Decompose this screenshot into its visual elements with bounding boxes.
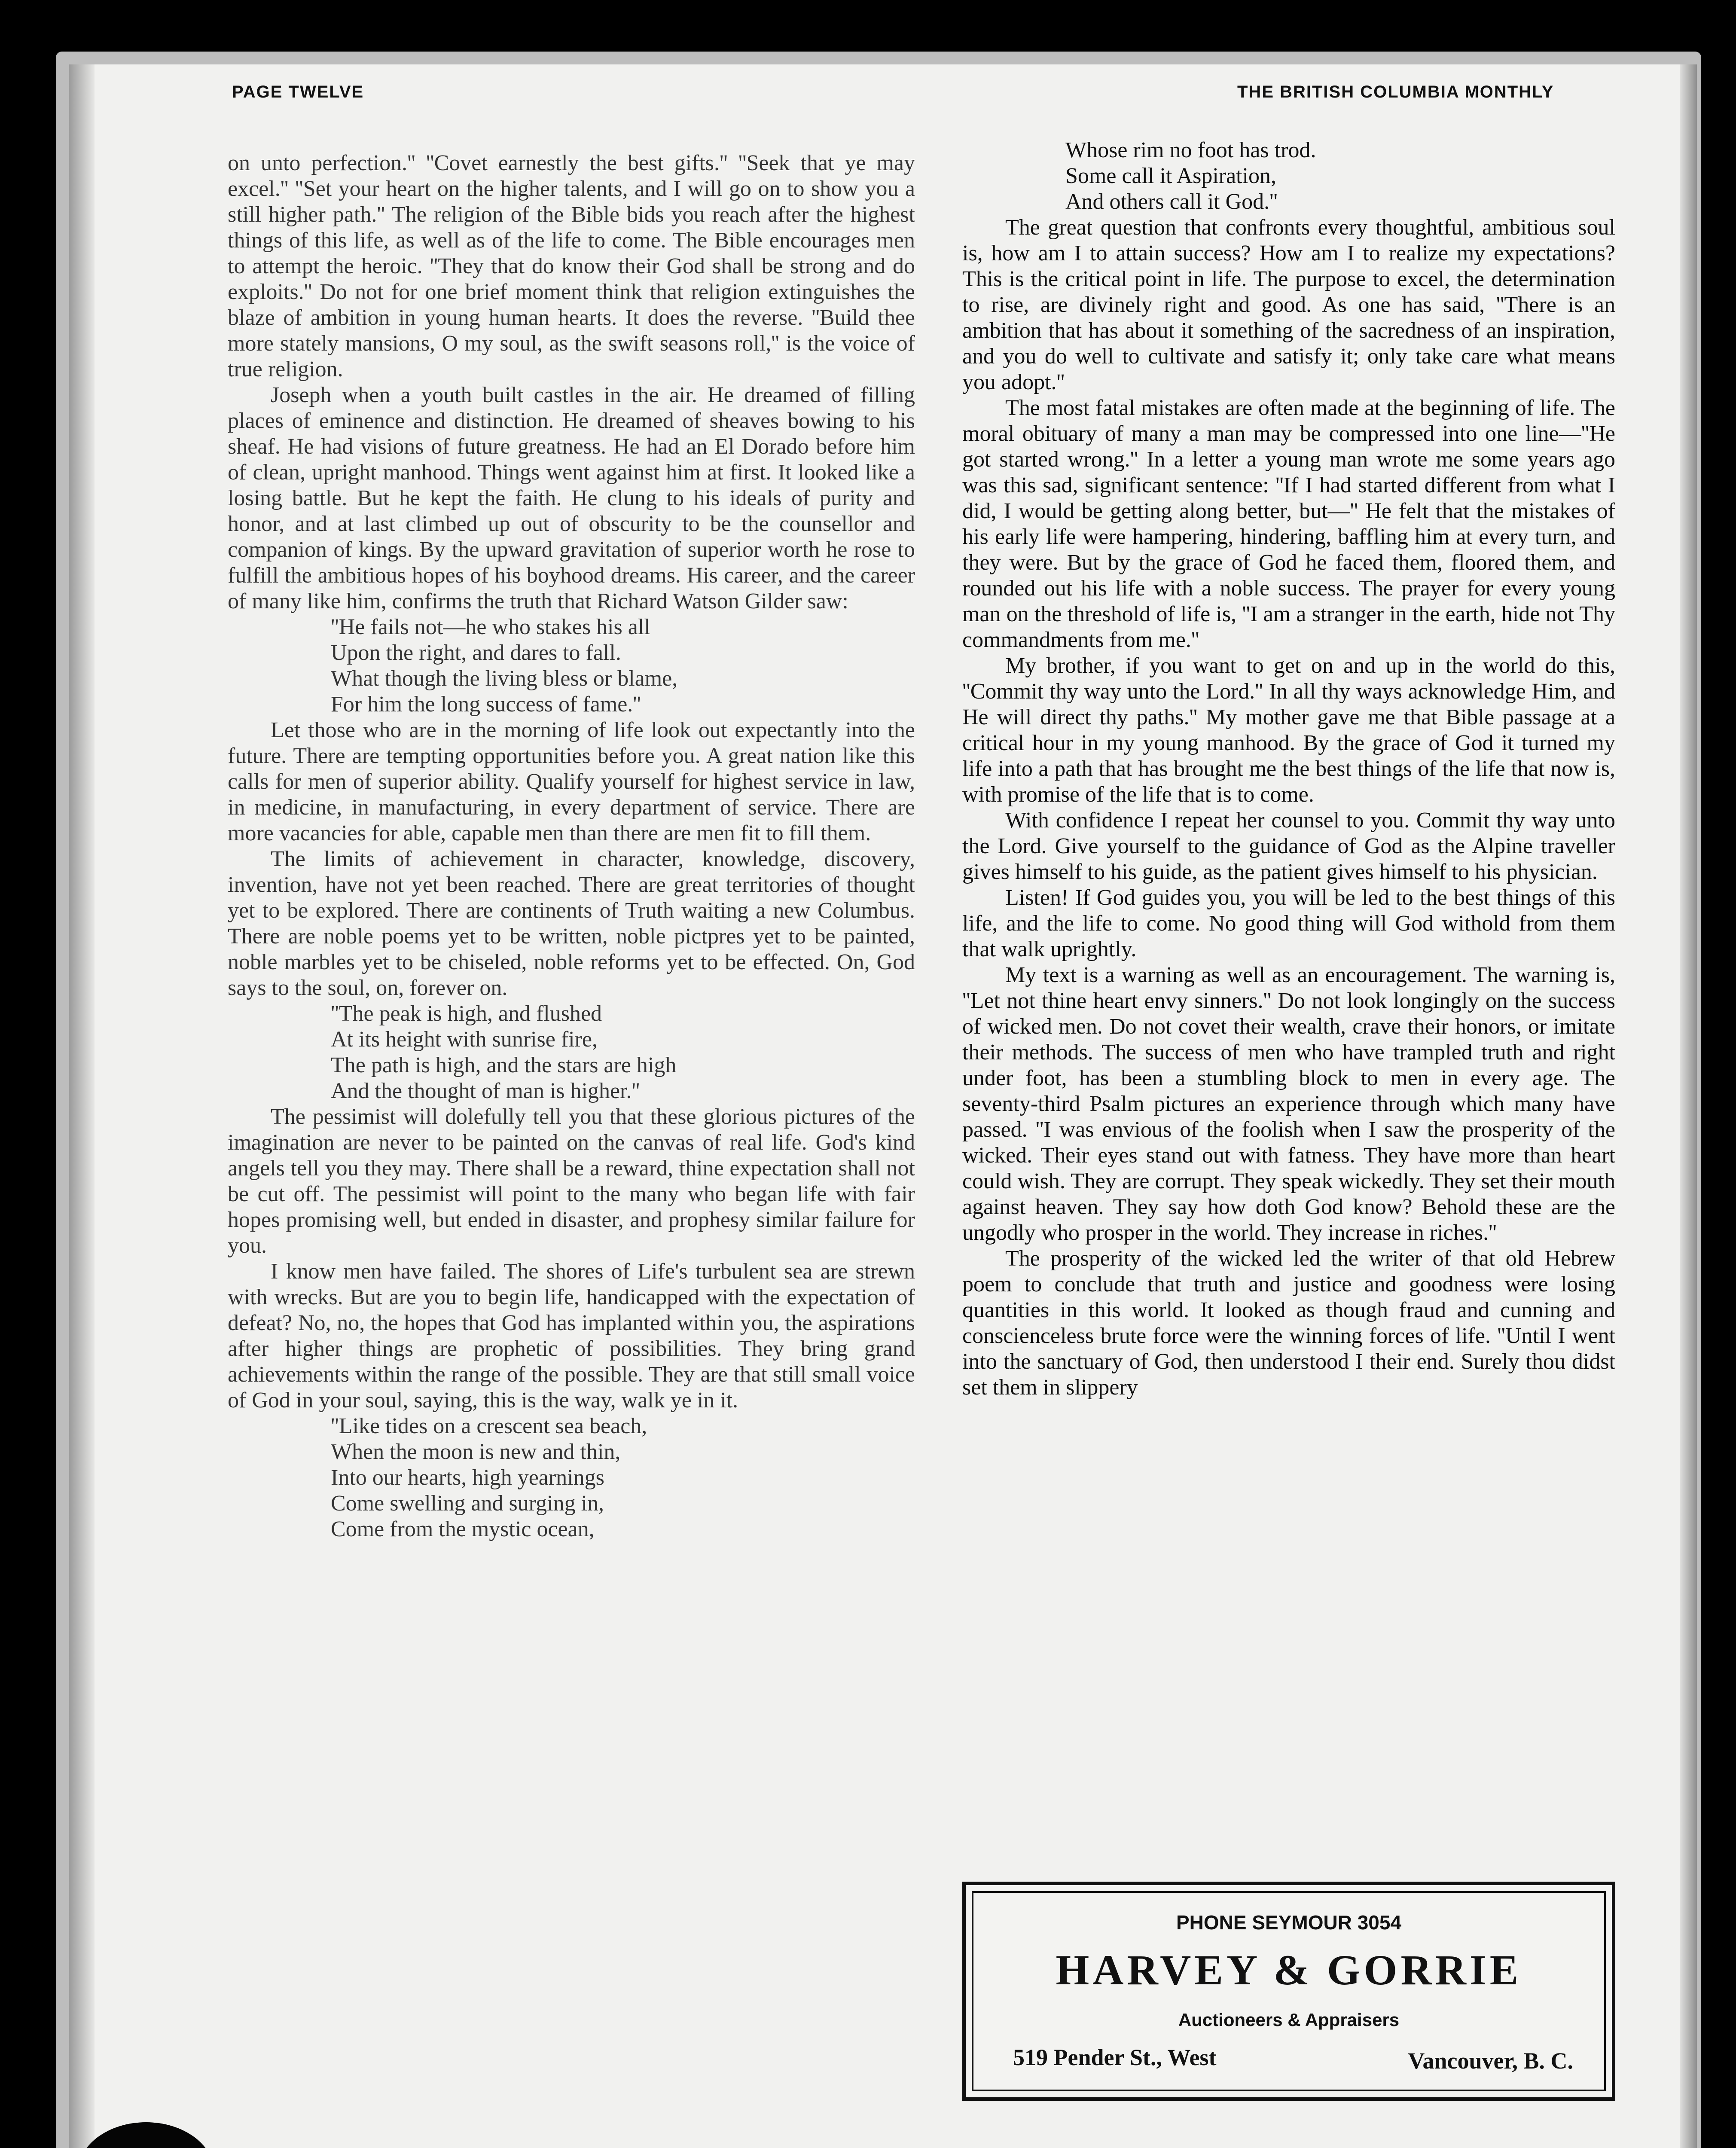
paragraph: With confidence I repeat her counsel to you. Commit thy way unto the Lord. Give yourself to the guidance of God as the Alpine traveller gives himself to his guide, as the patient gives himself to his physician. bbox=[962, 808, 1615, 884]
ad-company-name: HARVEY & GORRIE bbox=[1056, 1946, 1522, 1994]
paragraph: The great question that confronts every thoughtful, ambitious soul is, how am I to attain success? How am I to realize my expectations? This is the critical point in life. The purpose to excel, the determination to rise, are divinely right and good. As one has said, ''There is an ambition that has about it something of the sacredness of an inspiration, and you do well to cultivate and satisfy it; only take care what means you adopt.'' bbox=[962, 215, 1615, 394]
poem-line: Come from the mystic ocean, bbox=[331, 1517, 595, 1541]
paragraph: Joseph when a youth built castles in the air. He dreamed of filling places of eminence and distinction. He dreamed of sheaves bowing to his sheaf. He had visions of future greatness. He had an El Dorado before him of clean, upright manhood. Things went against him at first. It looked like a losing battle. But he kept the faith. He clung to his ideals of purity and honor, and at last climbed up out of obscurity to be the counsellor and companion of kings. By the upward gravitation of superior worth he rose to fulfill the ambitious hopes of his boyhood dreams. His career, and the career of many like him, confirms the truth that Richard Watson Gilder saw: bbox=[228, 383, 915, 613]
poem-line: What though the living bless or blame, bbox=[331, 666, 678, 691]
paragraph: I know men have failed. The shores of Life's turbulent sea are strewn with wrecks. But are you to begin life, handicapped with the expectation of defeat? No, no, the hopes that God has implanted within you, the aspirations after higher things are prophetic of possibilities. They bring grand achievements within the range of the possible. They are that still small voice of God in your soul, saying, this is the way, walk ye in it. bbox=[228, 1259, 915, 1413]
poem-line: For him the long success of fame.'' bbox=[331, 692, 641, 717]
poem-stanza bbox=[331, 614, 915, 717]
poem-stanza bbox=[1065, 137, 1615, 215]
poem-line: Some call it Aspiration, bbox=[1065, 164, 1277, 188]
running-head-title: THE BRITISH COLUMBIA MONTHLY bbox=[1237, 82, 1554, 101]
ad-address: 519 Pender St., West bbox=[1013, 2044, 1217, 2070]
poem-stanza bbox=[331, 1413, 915, 1542]
page-binding-shadow bbox=[69, 64, 95, 2148]
poem-line: Come swelling and surging in, bbox=[331, 1491, 604, 1516]
poem-line: At its height with sunrise fire, bbox=[331, 1027, 598, 1052]
paragraph: The most fatal mistakes are often made at the beginning of life. The moral obituary of many a man may be compressed into one line—''He got started wrong.'' In a letter a young man wrote me some years ago was this sad, significant sentence: ''If I had started different from what I did, I would be getting along better, but—'' He felt that the mistakes of his early life were hampering, hindering, baffling him at every turn, and they were. But by the grace of God he faced them, floored them, and rounded out his life with a noble success. The prayer for every young man on the threshold of life is, ''I am a stranger in the earth, hide not Thy commandments from me.'' bbox=[962, 396, 1615, 652]
paragraph: My text is a warning as well as an encouragement. The warning is, ''Let not thine heart envy sinners.'' Do not look longingly on the success of wicked men. Do not covet their wealth, crave their honors, or imitate their methods. The success of men who have trampled truth and right under foot, has been a stumbling block to men in every age. The seventy-third Psalm pictures an experience through which many have passed. ''I was envious of the foolish when I saw the prosperity of the wicked. Their eyes stand out with fatness. They have more than heart could wish. They are corrupt. They speak wickedly. They set their mouth against heaven. They say how doth God know? Behold these are the ungodly who prosper in the world. They increase in riches.'' bbox=[962, 963, 1615, 1245]
poem-line: And the thought of man is higher.'' bbox=[331, 1079, 640, 1103]
paragraph: Let those who are in the morning of life look out expectantly into the future. There are tempting opportunities before you. A great nation like this calls for men of superior ability. Qualify yourself for highest service in law, in medicine, in manufacturing, in every department of service. There are more vacancies for able, capable men than there are men fit to fill them. bbox=[228, 718, 915, 845]
advertisement-box bbox=[962, 1882, 1615, 2101]
poem-line: Upon the right, and dares to fall. bbox=[331, 641, 621, 665]
running-head-page-number: PAGE TWELVE bbox=[232, 82, 364, 101]
page-edge-shadow bbox=[1680, 64, 1697, 2148]
poem-stanza bbox=[331, 1001, 915, 1104]
ad-city: Vancouver, B. C. bbox=[1408, 2048, 1573, 2074]
paragraph: on unto perfection.'' ''Covet earnestly the best gifts.'' ''Seek that ye may excel.'' ''Set your heart on the higher talents, and I will go on to show you a still higher path.'' The religion of the Bible bids you reach after the highest things of this life, as well as of the life to come. The Bible encourages men to attempt the heroic. ''They that do know their God shall be strong and do exploits.'' Do not for one brief moment think that religion extinguishes the blaze of ambition in young human hearts. It does the reverse. ''Build thee more stately mansions, O my soul, as the swift seasons roll,'' is the voice of true religion. bbox=[228, 151, 915, 381]
left-text-column bbox=[228, 150, 915, 1542]
poem-line: When the moon is new and thin, bbox=[331, 1440, 621, 1464]
poem-line: And others call it God.'' bbox=[1065, 189, 1278, 214]
right-text-column bbox=[962, 137, 1615, 1400]
poem-line: The path is high, and the stars are high bbox=[331, 1053, 677, 1077]
poem-line: Whose rim no foot has trod. bbox=[1065, 138, 1316, 162]
poem-line: ''Like tides on a crescent sea beach, bbox=[331, 1414, 647, 1438]
paragraph: Listen! If God guides you, you will be led to the best things of this life, and the life to come. No good thing will God withold from them that walk uprightly. bbox=[962, 885, 1615, 961]
paragraph: My brother, if you want to get on and up in the world do this, ''Commit thy way unto the Lord.'' In all thy ways acknowledge Him, and He will direct thy paths.'' My mother gave me that Bible passage at a critical hour in my young manhood. By the grace of God it turned my life into a path that has brought me the best things of the life that now is, with promise of the life that is to come. bbox=[962, 653, 1615, 807]
paragraph: The limits of achievement in character, knowledge, discovery, invention, have not yet been reached. There are great territories of thought yet to be explored. There are continents of Truth waiting a new Columbus. There are noble poems yet to be written, noble pictpres yet to be painted, noble marbles yet to be chiseled, noble reforms yet to be effected. On, God says to the soul, on, forever on. bbox=[228, 847, 915, 1000]
poem-line: ''He fails not—he who stakes his all bbox=[331, 615, 650, 639]
paragraph: The prosperity of the wicked led the writer of that old Hebrew poem to conclude that truth and justice and goodness were losing quantities in this world. It looked as though fraud and cunning and conscienceless brute force were the winning forces of life. ''Until I went into the sanctuary of God, then understood I their end. Surely thou didst set them in slippery bbox=[962, 1246, 1615, 1400]
poem-line: Into our hearts, high yearnings bbox=[331, 1465, 604, 1490]
ad-phone: PHONE SEYMOUR 3054 bbox=[1176, 1911, 1402, 1934]
paragraph: The pessimist will dolefully tell you that these glorious pictures of the imagination are never to be painted on the canvas of real life. God's kind angels tell you they may. There shall be a reward, thine expectation shall not be cut off. The pessimist will point to the many who began life with fair hopes promising well, but ended in disaster, and prophesy similar failure for you. bbox=[228, 1105, 915, 1258]
ad-subtitle: Auctioneers & Appraisers bbox=[1178, 2010, 1400, 2030]
poem-line: ''The peak is high, and flushed bbox=[331, 1001, 602, 1026]
